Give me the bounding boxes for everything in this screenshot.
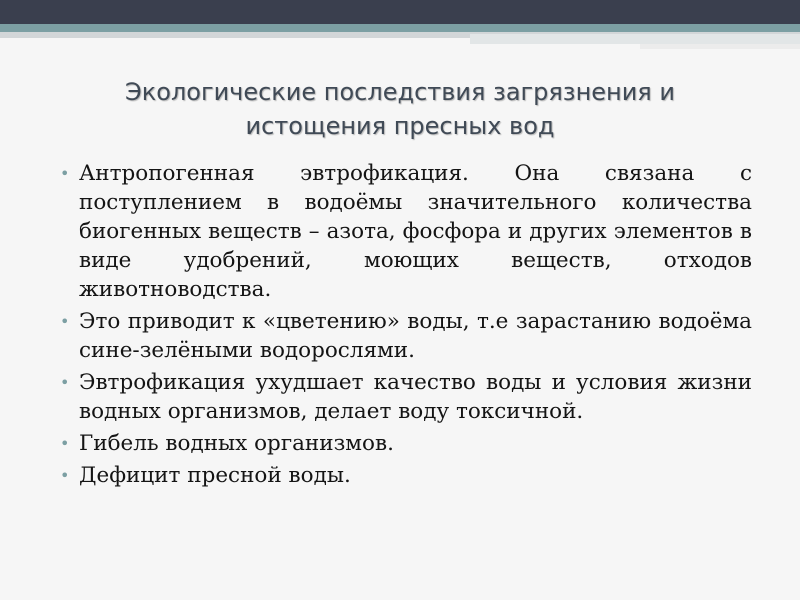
- slide-title-line-1: Экологические последствия загрязнения и: [125, 78, 675, 106]
- header-band-teal: [0, 24, 800, 32]
- bullet-text: Дефицит пресной воды.: [79, 463, 351, 488]
- bullet-text: Антропогенная эвтрофикация. Она связана с поступлением в водоёмы значительного количества биогенных веществ – азота, фосфора и других элементов в виде удобрений, моющих веществ, отходов животноводства.: [79, 161, 752, 302]
- bullet-dot-icon: •: [60, 312, 70, 331]
- bullet-dot-icon: •: [60, 164, 70, 183]
- bullet-dot-icon: •: [60, 434, 70, 453]
- bullet-item-blooming: [60, 307, 752, 365]
- header-band-accent-small: [640, 44, 800, 49]
- header-band-dark: [0, 0, 800, 24]
- bullet-text: Эвтрофикация ухудшает качество воды и условия жизни водных организмов, делает воду токсичной.: [79, 370, 752, 424]
- bullet-item-deficit: [60, 461, 752, 490]
- bullet-text: Гибель водных организмов.: [79, 431, 394, 456]
- bullet-dot-icon: •: [60, 373, 70, 392]
- bullet-item-quality: [60, 368, 752, 426]
- slide-title-line-2: истощения пресных вод: [245, 112, 555, 140]
- bullet-item-death: [60, 429, 752, 458]
- bullet-text: Это приводит к «цветению» воды, т.е зарастанию водоёма сине-зелёными водорослями.: [79, 309, 752, 363]
- slide-title: [60, 75, 740, 143]
- bullet-dot-icon: •: [60, 466, 70, 485]
- header-band-accent: [470, 34, 800, 44]
- bullet-list: [60, 159, 752, 493]
- bullet-item-eutrophication: [60, 159, 752, 304]
